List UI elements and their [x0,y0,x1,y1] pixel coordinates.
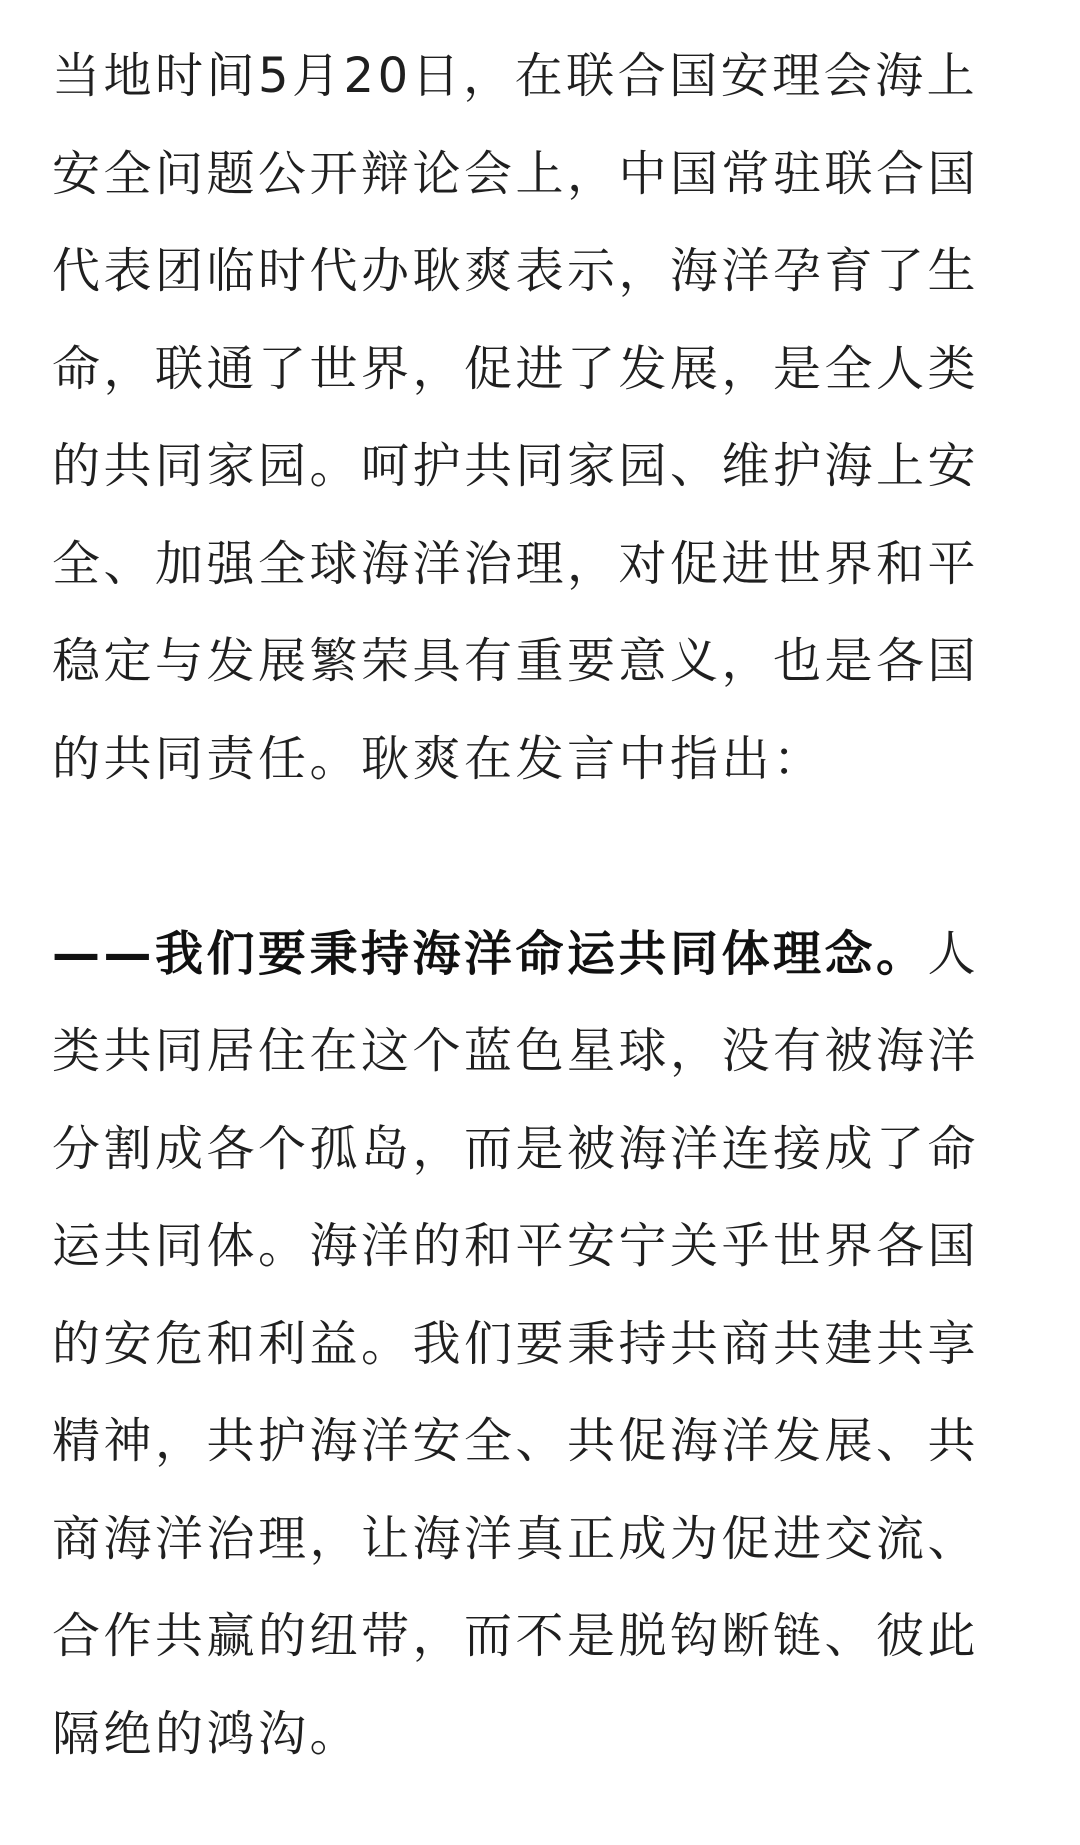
paragraph-heading-line [52,906,1032,1004]
paragraph-line: 的安危和利益。我们要秉持共商共建共享 [52,1315,980,1372]
article-body [52,28,1032,1783]
paragraph-line: 类共同居住在这个蓝色星球，没有被海洋 [52,1023,980,1079]
heading-line-continuation: 人 [927,925,980,982]
paragraph-line: 当地时间5月20日，在联合国安理会海上 [52,48,979,104]
paragraph-line: 安全问题公开辩论会上，中国常驻联合国 [52,145,980,202]
paragraph-spacer [52,808,1032,906]
paragraph-line: 命，联通了世界，促进了发展，是全人类 [52,340,980,397]
paragraph-line: 稳定与发展繁荣具有重要意义，也是各国 [52,633,980,689]
paragraph-line: 商海洋治理，让海洋真正成为促进交流、 [52,1510,980,1567]
paragraph-line: 运共同体。海洋的和平安宁关乎世界各国 [52,1218,980,1274]
paragraph-line: 隔绝的鸿沟。 [52,1705,362,1762]
section-heading: ——我们要秉持海洋命运共同体理念。 [52,925,928,982]
paragraph-line: 全、加强全球海洋治理，对促进世界和平 [52,535,980,592]
paragraph-line: 代表团临时代办耿爽表示，海洋孕育了生 [52,243,980,299]
paragraph-line: 精神，共护海洋安全、共促海洋发展、共 [52,1413,980,1469]
paragraph-line: 的共同责任。耿爽在发言中指出： [52,730,825,787]
paragraph-2 [52,906,1032,1784]
paragraph-1 [52,28,1032,808]
paragraph-line: 的共同家园。呵护共同家园、维护海上安 [52,438,980,494]
paragraph-line: 分割成各个孤岛，而是被海洋连接成了命 [52,1120,980,1177]
paragraph-line: 合作共赢的纽带，而不是脱钩断链、彼此 [52,1608,980,1664]
